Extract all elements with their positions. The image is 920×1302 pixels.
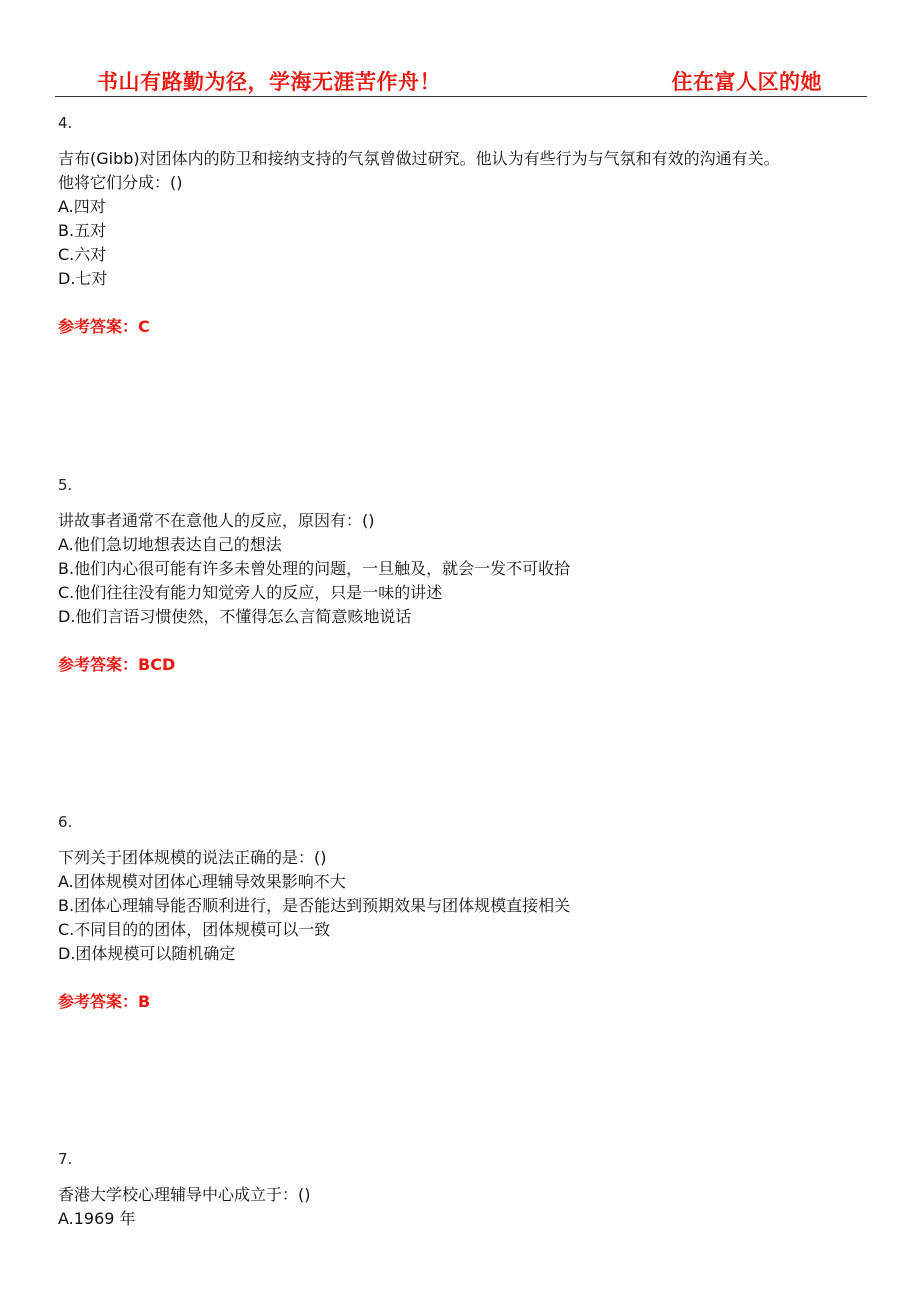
option-letter: B. <box>58 559 75 578</box>
header-motto: 书山有路勤为径，学海无涯苦作舟！ <box>97 69 441 94</box>
answer-value: B <box>138 992 151 1011</box>
answer-label: 参考答案： <box>58 317 139 336</box>
option-b <box>58 219 878 243</box>
answer-value: BCD <box>138 655 176 674</box>
option-list <box>58 1207 878 1231</box>
option-text: 团体规模对团体心理辅导效果影响不大 <box>73 872 346 891</box>
option-text: 他们急切地想表达自己的想法 <box>73 535 282 554</box>
option-letter: C. <box>58 920 75 939</box>
option-list <box>58 533 878 629</box>
option-letter: D. <box>58 607 76 626</box>
option-b <box>58 894 878 918</box>
option-letter: D. <box>58 269 76 288</box>
option-d <box>58 267 878 291</box>
option-text: 不同目的的团体，团体规模可以一致 <box>74 920 331 939</box>
reference-answer <box>58 990 878 1014</box>
option-d <box>58 605 878 629</box>
option-list <box>58 195 878 291</box>
page-header <box>55 62 867 97</box>
question-text-line: 讲故事者通常不在意他人的反应，原因有：() <box>58 511 375 530</box>
option-list <box>58 870 878 966</box>
option-letter: C. <box>58 583 75 602</box>
option-a <box>58 195 878 219</box>
option-text: 他们内心很可能有许多未曾处理的问题，一旦触及，就会一发不可收拾 <box>74 559 571 578</box>
question-text-line: 吉布(Gibb)对团体内的防卫和接纳支持的气氛曾做过研究。他认为有些行为与气氛和有效的沟通有关。 <box>58 149 780 168</box>
question-number: 6. <box>58 813 73 831</box>
option-letter: A. <box>58 197 74 216</box>
option-d <box>58 942 878 966</box>
question-number: 4. <box>58 114 73 132</box>
option-text: 六对 <box>74 245 107 264</box>
option-text: 四对 <box>73 197 106 216</box>
reference-answer <box>58 653 878 677</box>
question-text-line: 他将它们分成：() <box>58 173 183 192</box>
question-text-line: 香港大学校心理辅导中心成立于：() <box>58 1185 311 1204</box>
option-a <box>58 1207 878 1231</box>
option-text: 他们言语习惯使然，不懂得怎么言简意赅地说话 <box>75 607 412 626</box>
option-letter: A. <box>58 1209 74 1228</box>
option-letter: B. <box>58 221 75 240</box>
option-letter: C. <box>58 245 75 264</box>
option-a <box>58 870 878 894</box>
question-4 <box>58 111 878 339</box>
option-letter: A. <box>58 535 74 554</box>
question-7 <box>58 1147 878 1231</box>
answer-label: 参考答案： <box>58 992 139 1011</box>
answer-label: 参考答案： <box>58 655 139 674</box>
option-letter: D. <box>58 944 76 963</box>
option-letter: B. <box>58 896 75 915</box>
option-text: 1969 年 <box>73 1209 136 1228</box>
question-number: 7. <box>58 1150 73 1168</box>
option-text: 五对 <box>74 221 107 240</box>
option-text: 团体心理辅导能否顺利进行，是否能达到预期效果与团体规模直接相关 <box>74 896 571 915</box>
option-a <box>58 533 878 557</box>
header-author: 住在富人区的她 <box>671 69 822 94</box>
answer-value: C <box>138 317 150 336</box>
option-c <box>58 243 878 267</box>
question-text-line: 下列关于团体规模的说法正确的是：() <box>58 848 327 867</box>
question-number: 5. <box>58 476 73 494</box>
option-text: 他们往往没有能力知觉旁人的反应，只是一味的讲述 <box>74 583 443 602</box>
question-5 <box>58 473 878 677</box>
option-text: 团体规模可以随机确定 <box>75 944 236 963</box>
option-text: 七对 <box>75 269 108 288</box>
option-c <box>58 918 878 942</box>
reference-answer <box>58 315 878 339</box>
option-c <box>58 581 878 605</box>
option-b <box>58 557 878 581</box>
option-letter: A. <box>58 872 74 891</box>
question-6 <box>58 810 878 1014</box>
